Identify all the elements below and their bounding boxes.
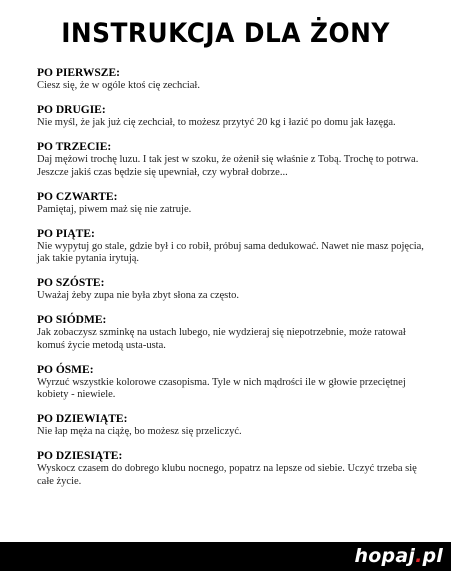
- instruction-heading: PO DZIESIĄTE:: [37, 450, 123, 462]
- instruction-item: [37, 66, 429, 93]
- instruction-text: Daj mężowi trochę luzu. I tak jest w szoku, że ożenił się właśnie z Tobą. Trochę to potrwa. Jeszcze jakiś czas będzie się upewniał, czy wybrał dobrze...: [37, 154, 419, 178]
- instruction-item: [37, 449, 429, 488]
- instruction-item: [37, 140, 429, 179]
- instruction-item: [37, 363, 429, 402]
- instruction-item: [37, 103, 429, 130]
- instruction-heading: PO CZWARTE:: [37, 190, 118, 203]
- page-title: INSTRUKCJA DLA ŻONY: [61, 18, 390, 49]
- instruction-text: Nie łap męża na ciążę, bo możesz się przeliczyć.: [37, 426, 242, 437]
- logo-main-text: hopaj: [354, 545, 416, 567]
- footer-bar: [0, 542, 451, 571]
- instruction-heading: PO DRUGIE:: [37, 104, 106, 116]
- instruction-heading: PO DZIEWIĄTE:: [37, 413, 128, 425]
- instruction-heading: PO ÓSME:: [37, 363, 94, 376]
- instruction-heading: PO PIĄTE:: [37, 227, 95, 240]
- logo-dot: .: [415, 545, 423, 567]
- instruction-heading: PO PIERWSZE:: [37, 67, 120, 79]
- instruction-text: Wyskocz czasem do dobrego klubu nocnego, popatrz na lepsze od siebie. Uczyć trzeba się całe życie.: [37, 463, 417, 487]
- instruction-heading: PO SIÓDME:: [37, 314, 107, 326]
- instruction-text: Pamiętaj, piwem maż się nie zatruje.: [37, 203, 192, 215]
- instruction-text: Uważaj żeby zupa nie była zbyt słona za często.: [37, 290, 240, 301]
- instruction-heading: PO SZÓSTE:: [37, 277, 105, 289]
- instruction-item: [37, 412, 429, 439]
- instruction-item: [37, 276, 429, 303]
- site-logo[interactable]: [355, 545, 443, 567]
- instruction-item: [37, 313, 429, 352]
- instruction-heading: PO TRZECIE:: [37, 141, 112, 153]
- instruction-item: [37, 190, 429, 217]
- instruction-text: Nie wypytuj go stale, gdzie był i co robił, próbuj sama dedukować. Nawet nie masz pojęcia, jak takie pytania irytują.: [37, 240, 424, 264]
- instruction-text: Jak zobaczysz szminkę na ustach lubego, nie wydzieraj się niepotrzebnie, może ratował komuś życie metodą usta-usta.: [37, 327, 406, 351]
- instruction-text: Wyrzuć wszystkie kolorowe czasopisma. Tyle w nich mądrości ile w głowie przeciętnej kobiety - niewiele.: [37, 376, 406, 400]
- logo-tld-text: pl: [422, 545, 443, 567]
- instruction-list: [37, 66, 429, 499]
- instruction-text: Nie myśl, że jak już cię zechciał, to możesz przytyć 20 kg i łazić po domu jak łazęga.: [37, 117, 396, 128]
- instruction-item: [37, 227, 429, 266]
- instruction-text: Ciesz się, że w ogóle ktoś cię zechciał.: [37, 80, 200, 91]
